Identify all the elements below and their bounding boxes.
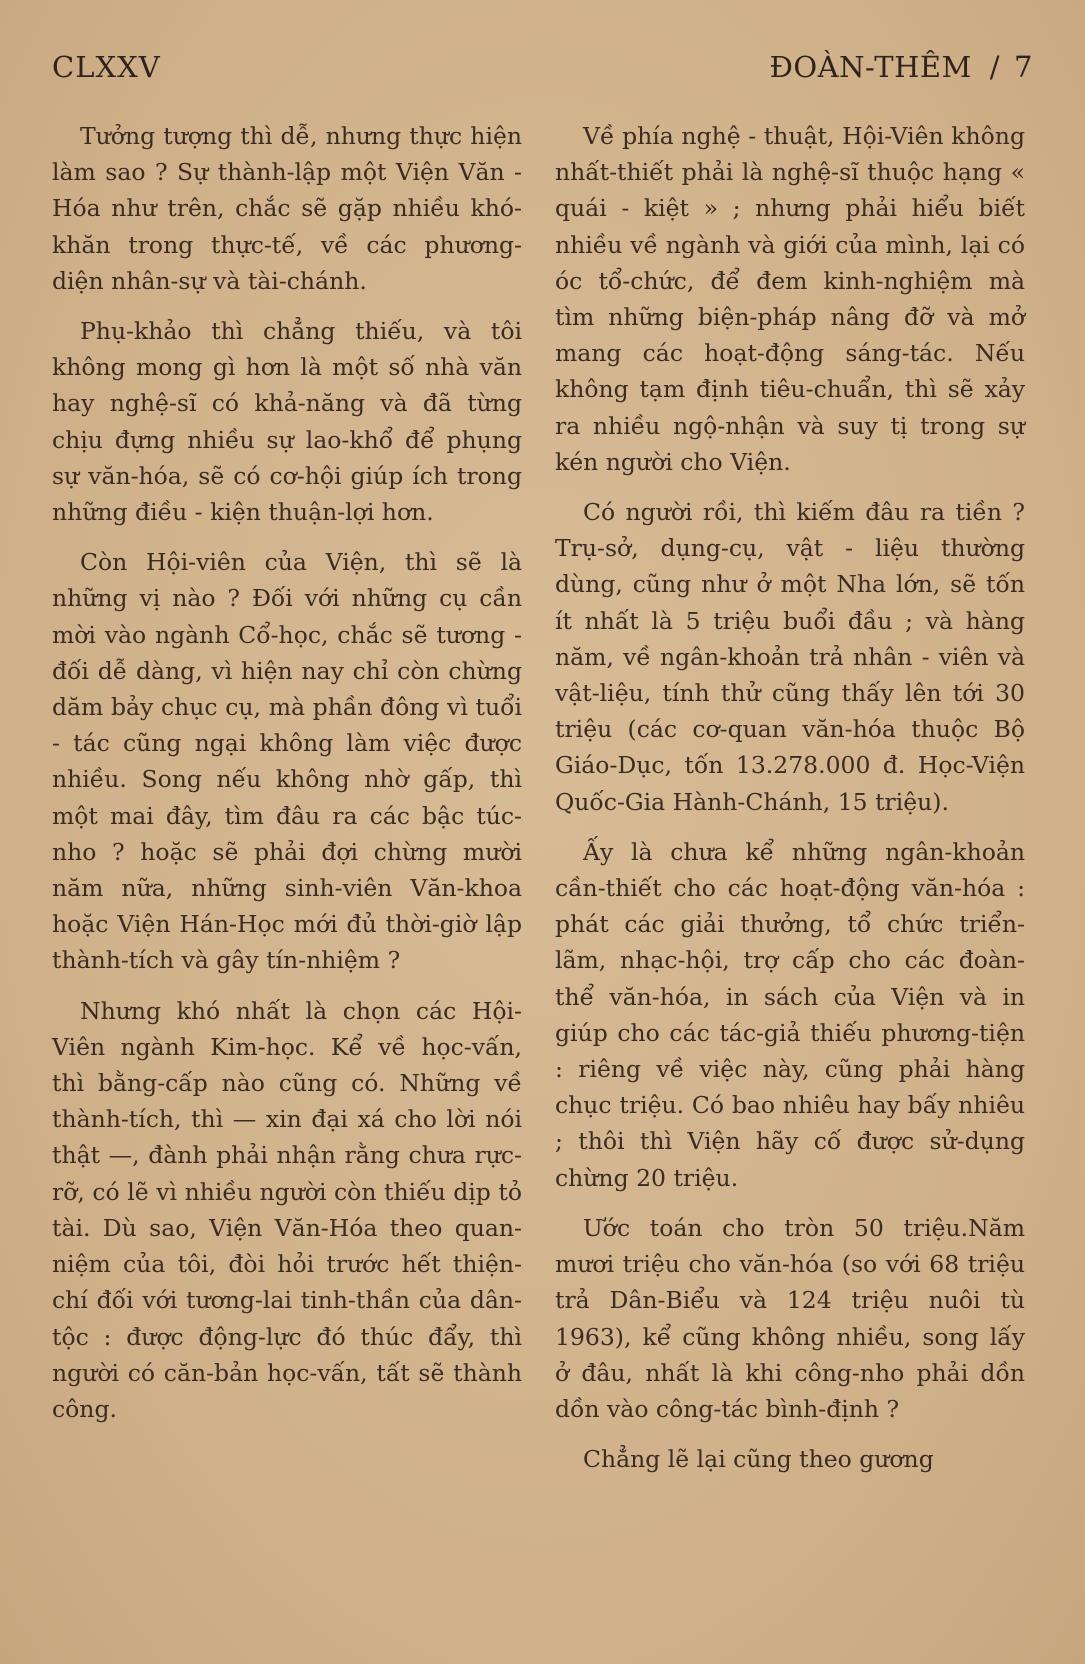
- paragraph: Chẳng lẽ lại cũng theo gương: [583, 1445, 934, 1474]
- journal-title: ĐOÀN-THÊM: [769, 50, 972, 84]
- paragraph: Nhưng khó nhất là chọn các Hội-Viên ngành Kim-học. Kể về học-vấn, thì bằng-cấp nào cũng có. Những về thành-tích, thì — xin đại xá cho lời nói thật —, đành phải nhận rằng chưa rực-rỡ, có lẽ vì nhiều người còn thiếu dịp tỏ tài. Dù sao, Viện Văn-Hóa theo quan-niệm của tôi, đòi hỏi trước hết thiện-chí đối với tương-lai tinh-thần của dân-tộc : được động-lực đó thúc đẩy, thì người có căn-bản học-vấn, tất sẽ thành công.: [52, 996, 522, 1423]
- running-header: [770, 50, 1034, 84]
- paragraph: Phụ-khảo thì chẳng thiếu, và tôi không mong gì hơn là một số nhà văn hay nghệ-sĩ có khả-năng và đã từng chịu đựng nhiều sự lao-khổ để phụng sự văn-hóa, sẽ có cơ-hội giúp ích trong những điều - kiện thuận-lợi hơn.: [52, 317, 522, 527]
- paragraph: Có người rồi, thì kiếm đâu ra tiền ? Trụ-sở, dụng-cụ, vật - liệu thường dùng, cũng như ở một Nha lớn, sẽ tốn ít nhất là 5 triệu buổi đầu ; và hàng năm, về ngân-khoản trả nhân - viên và vật-liệu, tính thử cũng thấy lên tới 30 triệu (các cơ-quan văn-hóa thuộc Bộ Giáo-Dục, tốn 13.278.000 đ. Học-Viện Quốc-Gia Hành-Chánh, 15 triệu).: [555, 498, 1025, 816]
- page-number: 7: [1014, 50, 1033, 84]
- paragraph: Về phía nghệ - thuật, Hội-Viên không nhất-thiết phải là nghệ-sĩ thuộc hạng « quái - kiệt » ; nhưng phải hiểu biết nhiều về ngành và giới của mình, lại có óc tổ-chức, để đem kinh-nghiệm mà tìm những biện-pháp nâng đỡ và mở mang các hoạt-động sáng-tác. Nếu không tạm định tiêu-chuẩn, thì sẽ xảy ra nhiều ngộ-nhận và suy tị trong sự kén người cho Viện.: [555, 122, 1025, 476]
- section-number: CLXXV: [52, 50, 161, 84]
- paragraph: Ước toán cho tròn 50 triệu.Năm mươi triệu cho văn-hóa (so với 68 triệu trả Dân-Biểu và 124 triệu nuôi tù 1963), kể cũng không nhiều, song lấy ở đâu, nhất là khi công-nho phải dồn dồn vào công-tác bình-định ?: [555, 1213, 1025, 1423]
- paragraph: Tưởng tượng thì dễ, nhưng thực hiện làm sao ? Sự thành-lập một Viện Văn - Hóa như trên, chắc sẽ gặp nhiều khó-khăn trong thực-tế, về các phương-diện nhân-sự và tài-chánh.: [52, 122, 522, 295]
- paragraph: Còn Hội-viên của Viện, thì sẽ là những vị nào ? Đối với những cụ cần mời vào ngành Cổ-học, chắc sẽ tương - đối dễ dàng, vì hiện nay chỉ còn chừng dăm bảy chục cụ, mà phần đông vì tuổi - tác cũng ngại không làm việc được nhiều. Song nếu không nhờ gấp, thì một mai đây, tìm đâu ra các bậc túc-nho ? hoặc sẽ phải đợi chừng mười năm nữa, những sinh-viên Văn-khoa hoặc Viện Hán-Học mới đủ thời-giờ lập thành-tích và gây tín-nhiệm ?: [52, 548, 522, 975]
- header-separator: /: [989, 50, 1001, 84]
- right-column: [555, 118, 1025, 1491]
- left-column: [52, 118, 522, 1441]
- paragraph: Ấy là chưa kể những ngân-khoản cần-thiết cho các hoạt-động văn-hóa : phát các giải thưởng, tổ chức triển-lãm, nhạc-hội, trợ cấp cho các đoàn-thể văn-hóa, in sách của Viện và in giúp cho các tác-giả thiếu phương-tiện : riêng về việc này, cũng phải hàng chục triệu. Có bao nhiêu hay bấy nhiêu ; thôi thì Viện hãy cố được sử-dụng chừng 20 triệu.: [555, 837, 1025, 1192]
